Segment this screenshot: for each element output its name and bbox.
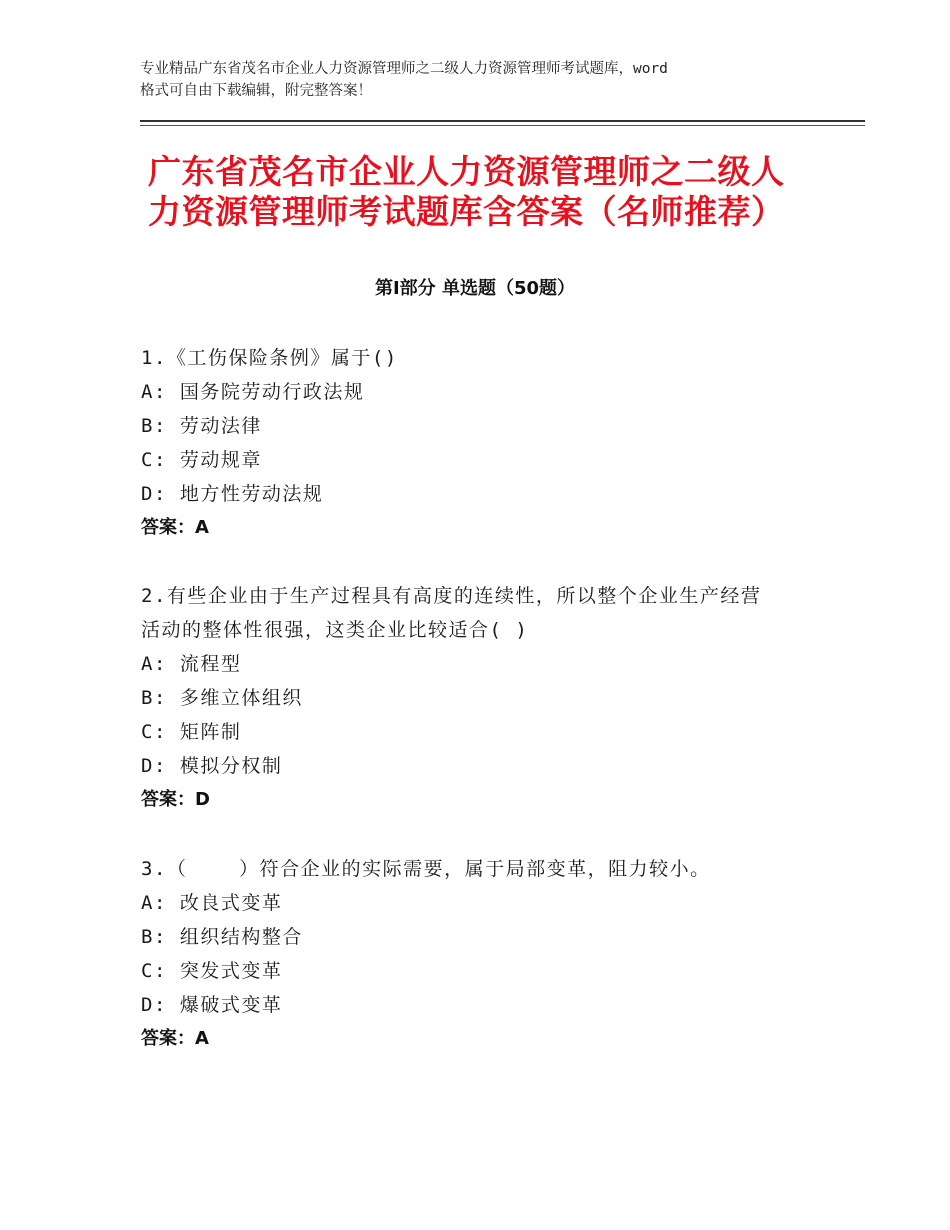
document-title	[148, 152, 838, 232]
answer-label: 答案：	[141, 789, 195, 810]
answer-value: D	[195, 789, 210, 810]
question-answer	[141, 783, 821, 817]
question-stem: 3.（ ）符合企业的实际需要，属于局部变革，阻力较小。	[141, 858, 711, 880]
question-option-b: B: 组织结构整合	[141, 926, 303, 948]
document-title-line: 力资源管理师考试题库含答案（名师推荐）	[148, 192, 785, 231]
question-option-c: C: 劳动规章	[141, 449, 262, 471]
header-note-line: 专业精品广东省茂名市企业人力资源管理师之二级人力资源管理师考试题库，word	[140, 61, 668, 77]
question-option-a: A: 国务院劳动行政法规	[141, 381, 365, 403]
question-option-c: C: 矩阵制	[141, 721, 242, 743]
question-option-b: B: 劳动法律	[141, 415, 262, 437]
question-3	[141, 852, 821, 1056]
header-note-line: 格式可自由下载编辑，附完整答案！	[140, 83, 372, 99]
header-note	[140, 58, 830, 102]
question-option-d: D: 地方性劳动法规	[141, 483, 324, 505]
answer-label: 答案：	[141, 517, 195, 538]
question-option-c: C: 突发式变革	[141, 960, 283, 982]
question-answer	[141, 1022, 821, 1056]
document-title-line: 广东省茂名市企业人力资源管理师之二级人	[148, 152, 785, 191]
header-divider-thin	[140, 125, 865, 126]
question-option-b: B: 多维立体组织	[141, 687, 303, 709]
question-2	[141, 579, 821, 817]
question-answer	[141, 511, 821, 545]
question-option-a: A: 流程型	[141, 653, 242, 675]
answer-value: A	[195, 1028, 209, 1049]
header-divider-thick	[140, 120, 865, 122]
question-stem: 2.有些企业由于生产过程具有高度的连续性，所以整个企业生产经营	[141, 585, 762, 607]
question-stem: 活动的整体性很强，这类企业比较适合( )	[141, 619, 529, 641]
question-stem: 1.《工伤保险条例》属于()	[141, 347, 398, 369]
section-heading: 第Ⅰ部分 单选题（50题）	[374, 278, 575, 299]
question-option-d: D: 爆破式变革	[141, 994, 283, 1016]
question-option-d: D: 模拟分权制	[141, 755, 283, 777]
answer-value: A	[195, 517, 209, 538]
answer-label: 答案：	[141, 1028, 195, 1049]
question-option-a: A: 改良式变革	[141, 892, 283, 914]
question-1	[141, 341, 821, 545]
